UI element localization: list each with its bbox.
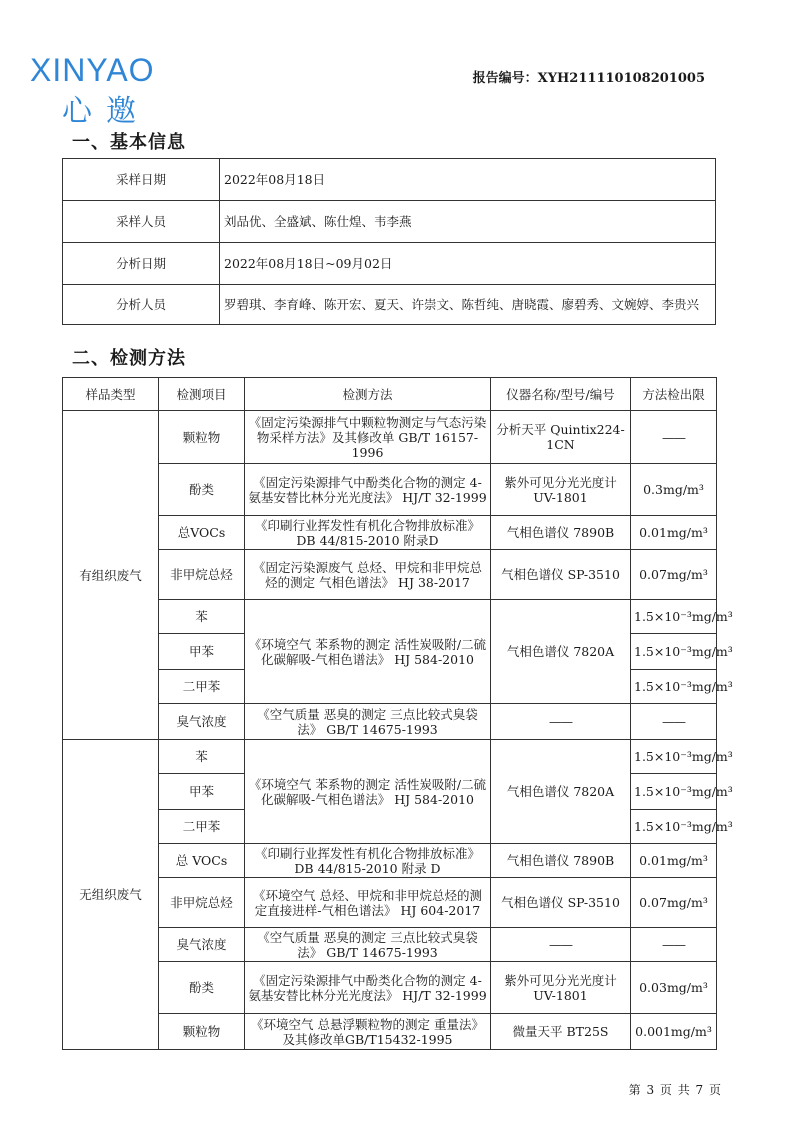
row-label: 分析人员: [63, 285, 220, 325]
header-sample-type: 样品类型: [63, 378, 159, 411]
item-cell: 颗粒物: [159, 411, 245, 464]
limit-cell: 1.5×10⁻³mg/m³: [631, 810, 717, 844]
table-header-row: [63, 378, 717, 411]
header-instrument: 仪器名称/型号/编号: [491, 378, 631, 411]
limit-cell: 1.5×10⁻³mg/m³: [631, 774, 717, 810]
basic-info-table: [62, 158, 716, 325]
method-cell: 《固定污染源废气 总烃、甲烷和非甲烷总烃的测定 气相色谱法》 HJ 38-2017: [245, 550, 491, 600]
table-row: [63, 928, 717, 962]
section-title-methods: 二、检测方法: [72, 348, 186, 369]
method-cell: 《环境空气 总烃、甲烷和非甲烷总烃的测定直接进样-气相色谱法》 HJ 604-2017: [245, 878, 491, 928]
limit-cell: 0.001mg/m³: [631, 1014, 717, 1050]
company-logo-text: XINYAO: [30, 52, 155, 88]
table-row: [63, 516, 717, 550]
limit-cell: 0.03mg/m³: [631, 962, 717, 1014]
row-value: 刘品优、全盛斌、陈仕煌、韦李燕: [220, 201, 716, 243]
row-label: 采样日期: [63, 159, 220, 201]
instrument-cell: 分析天平 Quintix224-1CN: [491, 411, 631, 464]
instrument-cell: 紫外可见分光光度计UV-1801: [491, 464, 631, 516]
limit-cell: 0.01mg/m³: [631, 516, 717, 550]
instrument-cell: 气相色谱仪 7820A: [491, 740, 631, 844]
method-cell: 《空气质量 恶臭的测定 三点比较式臭袋法》 GB/T 14675-1993: [245, 704, 491, 740]
table-row: [63, 159, 716, 201]
table-row: [63, 243, 716, 285]
report-number-value: XYH211110108201005: [537, 71, 705, 86]
instrument-cell: ——: [491, 704, 631, 740]
method-cell: 《环境空气 总悬浮颗粒物的测定 重量法》及其修改单GB/T15432-1995: [245, 1014, 491, 1050]
page-number: 第 3 页 共 7 页: [628, 1083, 721, 1097]
table-row: [63, 740, 717, 774]
table-row: [63, 704, 717, 740]
instrument-cell: 气相色谱仪 7890B: [491, 516, 631, 550]
limit-cell: 1.5×10⁻³mg/m³: [631, 740, 717, 774]
item-cell: 臭气浓度: [159, 704, 245, 740]
limit-cell: 1.5×10⁻³mg/m³: [631, 600, 717, 634]
method-cell: 《固定污染源排气中酚类化合物的测定 4-氨基安替比林分光光度法》 HJ/T 32-1999: [245, 962, 491, 1014]
method-cell: 《环境空气 苯系物的测定 活性炭吸附/二硫化碳解吸-气相色谱法》 HJ 584-2010: [245, 740, 491, 844]
row-value: 2022年08月18日~09月02日: [220, 243, 716, 285]
table-row: [63, 1014, 717, 1050]
table-row: [63, 878, 717, 928]
report-number: [473, 67, 705, 86]
sample-type-cell: 有组织废气: [63, 411, 159, 740]
header-method: 检测方法: [245, 378, 491, 411]
table-row: [63, 962, 717, 1014]
table-row: [63, 600, 717, 634]
item-cell: 酚类: [159, 962, 245, 1014]
methods-table: [62, 377, 733, 1050]
limit-cell: 0.07mg/m³: [631, 550, 717, 600]
instrument-cell: 气相色谱仪 7890B: [491, 844, 631, 878]
item-cell: 甲苯: [159, 774, 245, 810]
limit-cell: ——: [631, 411, 717, 464]
method-cell: 《固定污染源排气中酚类化合物的测定 4-氨基安替比林分光光度法》 HJ/T 32-1999: [245, 464, 491, 516]
item-cell: 颗粒物: [159, 1014, 245, 1050]
method-cell: 《固定污染源排气中颗粒物测定与气态污染物采样方法》及其修改单 GB/T 16157-1996: [245, 411, 491, 464]
item-cell: 苯: [159, 600, 245, 634]
row-label: 采样人员: [63, 201, 220, 243]
row-label: 分析日期: [63, 243, 220, 285]
item-cell: 总 VOCs: [159, 844, 245, 878]
header-item: 检测项目: [159, 378, 245, 411]
instrument-cell: 紫外可见分光光度计UV-1801: [491, 962, 631, 1014]
table-row: [63, 285, 716, 325]
instrument-cell: 气相色谱仪 7820A: [491, 600, 631, 704]
limit-cell: ——: [631, 928, 717, 962]
row-value: 2022年08月18日: [220, 159, 716, 201]
method-cell: 《印刷行业挥发性有机化合物排放标准》DB 44/815-2010 附录 D: [245, 844, 491, 878]
limit-cell: 1.5×10⁻³mg/m³: [631, 634, 717, 670]
item-cell: 总VOCs: [159, 516, 245, 550]
method-cell: 《环境空气 苯系物的测定 活性炭吸附/二硫化碳解吸-气相色谱法》 HJ 584-2010: [245, 600, 491, 704]
company-logo-chinese: 心邀: [62, 94, 150, 129]
report-number-label: 报告编号：: [472, 71, 538, 86]
item-cell: 非甲烷总烃: [159, 550, 245, 600]
limit-cell: 0.3mg/m³: [631, 464, 717, 516]
method-cell: 《印刷行业挥发性有机化合物排放标准》DB 44/815-2010 附录D: [245, 516, 491, 550]
table-row: [63, 411, 717, 464]
table-row: [63, 464, 717, 516]
item-cell: 酚类: [159, 464, 245, 516]
table-row: [63, 844, 717, 878]
item-cell: 二甲苯: [159, 810, 245, 844]
instrument-cell: 气相色谱仪 SP-3510: [491, 550, 631, 600]
limit-cell: 1.5×10⁻³mg/m³: [631, 670, 717, 704]
item-cell: 二甲苯: [159, 670, 245, 704]
table-row: [63, 201, 716, 243]
item-cell: 苯: [159, 740, 245, 774]
limit-cell: 0.01mg/m³: [631, 844, 717, 878]
item-cell: 甲苯: [159, 634, 245, 670]
item-cell: 非甲烷总烃: [159, 878, 245, 928]
header-limit: 方法检出限: [631, 378, 717, 411]
instrument-cell: 微量天平 BT25S: [491, 1014, 631, 1050]
row-value: 罗碧琪、李育峰、陈开宏、夏天、许崇文、陈哲纯、唐晓霞、廖碧秀、文婉婷、李贵兴: [220, 285, 716, 325]
instrument-cell: ——: [491, 928, 631, 962]
instrument-cell: 气相色谱仪 SP-3510: [491, 878, 631, 928]
limit-cell: 0.07mg/m³: [631, 878, 717, 928]
table-row: [63, 550, 717, 600]
item-cell: 臭气浓度: [159, 928, 245, 962]
section-title-basic-info: 一、基本信息: [72, 132, 186, 153]
method-cell: 《空气质量 恶臭的测定 三点比较式臭袋法》 GB/T 14675-1993: [245, 928, 491, 962]
sample-type-cell: 无组织废气: [63, 740, 159, 1050]
limit-cell: ——: [631, 704, 717, 740]
